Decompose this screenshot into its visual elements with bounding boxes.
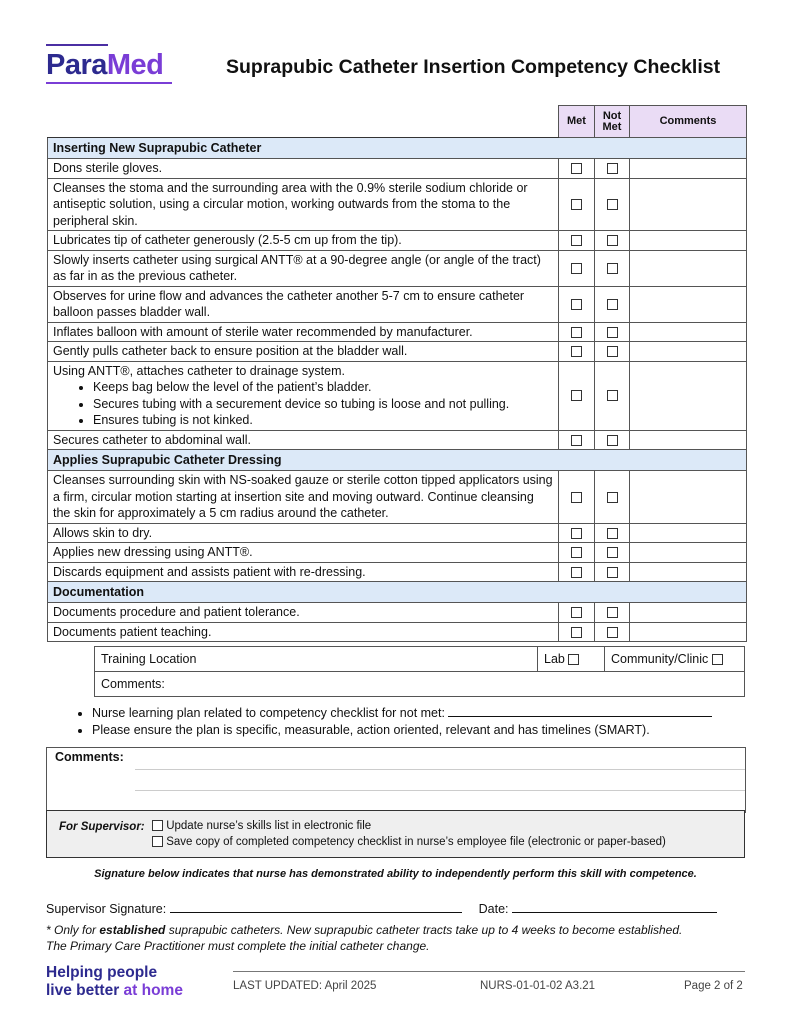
met-checkbox-cell (559, 322, 595, 342)
met-checkbox-cell (559, 250, 595, 286)
not-met-checkbox-cell (595, 562, 630, 582)
lab-label: Lab (544, 652, 565, 666)
save-copy-checkbox[interactable] (152, 836, 163, 847)
lab-option (538, 647, 605, 672)
met-checkbox-cell (559, 231, 595, 251)
checklist-item: Secures catheter to abdominal wall. (48, 430, 559, 450)
logo-wordmark: ParaMed (46, 49, 164, 81)
not-met-checkbox[interactable] (607, 435, 618, 446)
smart-note: • Please ensure the plan is specific, measurable, action oriented, relevant and has timelines (SMART). (92, 722, 712, 739)
checklist-item: Gently pulls catheter back to ensure position at the bladder wall. (48, 342, 559, 362)
comments-line (135, 790, 745, 791)
table-row (48, 523, 747, 543)
checklist-item: Dons sterile gloves. (48, 159, 559, 179)
not-met-checkbox-cell (595, 543, 630, 563)
checklist-item: Lubricates tip of catheter generously (2.5-5 cm up from the tip). (48, 231, 559, 251)
checklist-item: Documents patient teaching. (48, 622, 559, 642)
document-code: NURS-01-01-02 A3.21 (480, 980, 596, 992)
checklist-item: Applies new dressing using ANTT®. (48, 543, 559, 563)
comments-cell[interactable] (630, 322, 747, 342)
met-checkbox[interactable] (571, 528, 582, 539)
sub-bullet: • Ensures tubing is not kinked. (93, 412, 553, 429)
comments-cell[interactable] (630, 178, 747, 231)
comments-cell[interactable] (630, 159, 747, 179)
sub-bullet: • Keeps bag below the level of the patient’s bladder. (93, 379, 553, 396)
met-checkbox[interactable] (571, 199, 582, 210)
not-met-checkbox[interactable] (607, 163, 618, 174)
not-met-checkbox-cell (595, 250, 630, 286)
checklist-item: Inflates balloon with amount of sterile water recommended by manufacturer. (48, 322, 559, 342)
not-met-checkbox[interactable] (607, 327, 618, 338)
met-checkbox[interactable] (571, 346, 582, 357)
not-met-checkbox[interactable] (607, 299, 618, 310)
comments-cell[interactable] (630, 231, 747, 251)
training-location-row (95, 647, 745, 672)
section-heading: Documentation (48, 582, 747, 603)
not-met-checkbox[interactable] (607, 627, 618, 638)
comments-cell[interactable] (630, 543, 747, 563)
learning-plan-label: Nurse learning plan related to competency checklist for not met: (92, 706, 445, 720)
table-row (48, 231, 747, 251)
supervisor-signature-label: Supervisor Signature: (46, 902, 167, 916)
supervisor-box (46, 810, 745, 858)
supervisor-option (152, 836, 666, 848)
checklist-item: Allows skin to dry. (48, 523, 559, 543)
table-row (48, 361, 747, 430)
table-row (48, 159, 747, 179)
sub-bullet-list (53, 379, 553, 429)
comments-cell[interactable] (630, 523, 747, 543)
checklist-item (48, 361, 559, 430)
comments-cell[interactable] (630, 562, 747, 582)
met-checkbox-cell (559, 603, 595, 623)
competency-checklist-table (47, 105, 747, 642)
table-row (48, 543, 747, 563)
community-checkbox[interactable] (712, 654, 723, 665)
footnote: * Only for established suprapubic catheters. New suprapubic catheter tracts take up to 4 weeks to become established. The Primary Care Practitioner must complete the initial catheter change. (46, 923, 683, 953)
not-met-checkbox-cell (595, 430, 630, 450)
met-checkbox-cell (559, 342, 595, 362)
not-met-checkbox[interactable] (607, 492, 618, 503)
section-heading-row (48, 138, 747, 159)
not-met-checkbox[interactable] (607, 607, 618, 618)
met-checkbox-cell (559, 543, 595, 563)
community-option (605, 647, 745, 672)
met-checkbox-cell (559, 430, 595, 450)
learning-plan-item (92, 704, 712, 722)
section-heading-row (48, 582, 747, 603)
table-row (48, 471, 747, 524)
met-checkbox-cell (559, 523, 595, 543)
checklist-item-text: Using ANTT®, attaches catheter to drainage system. (53, 363, 345, 378)
community-label: Community/Clinic (611, 652, 709, 666)
learning-plan-bullets (70, 704, 712, 739)
table-row (48, 250, 747, 286)
met-checkbox-cell (559, 622, 595, 642)
comments-cell[interactable] (630, 622, 747, 642)
logo-top-rule (46, 44, 108, 46)
update-skills-checkbox[interactable] (152, 820, 163, 831)
page-title: Suprapubic Catheter Insertion Competency Checklist (226, 56, 721, 78)
met-checkbox-cell (559, 361, 595, 430)
training-comments-row (95, 672, 745, 697)
not-met-checkbox-cell (595, 361, 630, 430)
met-checkbox[interactable] (571, 607, 582, 618)
not-met-checkbox[interactable] (607, 547, 618, 558)
checklist-item: Cleanses surrounding skin with NS-soaked gauze or sterile cotton tipped applicators using a firm, circular motion starting at insertion site and moving outward. Continue cleansing the skin for approximately a 5 cm radius around the catheter. (48, 471, 559, 524)
comments-cell[interactable] (630, 250, 747, 286)
met-column-header: Met (559, 106, 595, 138)
table-header-row (48, 106, 747, 138)
supervisor-option-label: Update nurse’s skills list in electronic file (166, 820, 372, 832)
not-met-checkbox-cell (595, 322, 630, 342)
met-checkbox[interactable] (571, 390, 582, 401)
signature-row (46, 900, 717, 916)
training-location-label: Training Location (95, 647, 538, 672)
checklist-item: Discards equipment and assists patient with re-dressing. (48, 562, 559, 582)
logo-underline (46, 82, 172, 84)
not-met-checkbox[interactable] (607, 235, 618, 246)
comments-cell[interactable] (630, 361, 747, 430)
table-row (48, 562, 747, 582)
table-row (48, 178, 747, 231)
comments-label: Comments: (55, 750, 124, 764)
met-checkbox-cell (559, 178, 595, 231)
table-row (48, 342, 747, 362)
met-checkbox[interactable] (571, 299, 582, 310)
not-met-checkbox-cell (595, 622, 630, 642)
supervisor-option (152, 820, 371, 832)
not-met-checkbox-cell (595, 342, 630, 362)
not-met-checkbox-cell (595, 231, 630, 251)
learning-plan-blank[interactable] (448, 704, 712, 717)
not-met-checkbox-cell (595, 286, 630, 322)
training-location-table (94, 646, 745, 697)
checklist-item: Documents procedure and patient tolerance. (48, 603, 559, 623)
training-comments-label: Comments: (101, 677, 165, 691)
table-row (48, 286, 747, 322)
met-checkbox-cell (559, 286, 595, 322)
met-checkbox[interactable] (571, 435, 582, 446)
comments-cell[interactable] (630, 342, 747, 362)
section-heading: Inserting New Suprapubic Catheter (48, 138, 747, 159)
checklist-item: Cleanses the stoma and the surrounding area with the 0.9% sterile sodium chloride or antiseptic solution, using a circular motion, working outwards from the stoma to the peripheral skin. (48, 178, 559, 231)
sub-bullet: • Secures tubing with a securement device so tubing is loose and not pulling. (93, 396, 553, 413)
not-met-checkbox[interactable] (607, 199, 618, 210)
met-checkbox[interactable] (571, 547, 582, 558)
not-met-checkbox[interactable] (607, 528, 618, 539)
checklist-item: Observes for urine flow and advances the catheter another 5-7 cm to ensure catheter balloon passes bladder wall. (48, 286, 559, 322)
supervisor-signature-field[interactable] (170, 900, 462, 913)
page-number: Page 2 of 2 (684, 980, 743, 992)
comments-cell[interactable] (630, 286, 747, 322)
paramed-logo (46, 44, 172, 84)
met-checkbox[interactable] (571, 235, 582, 246)
not-met-checkbox-cell (595, 603, 630, 623)
comments-cell[interactable] (630, 471, 747, 524)
last-updated: LAST UPDATED: April 2025 (233, 980, 377, 992)
table-row (48, 322, 747, 342)
not-met-checkbox-cell (595, 178, 630, 231)
lab-checkbox[interactable] (568, 654, 579, 665)
met-checkbox[interactable] (571, 163, 582, 174)
not-met-column-header: Not Met (595, 106, 630, 138)
footer-divider (233, 971, 745, 972)
supervisor-option-label: Save copy of completed competency checklist in nurse’s employee file (electronic or paper-based) (166, 836, 666, 848)
met-checkbox[interactable] (571, 327, 582, 338)
header-blank-cell (48, 106, 559, 138)
not-met-checkbox[interactable] (607, 390, 618, 401)
met-checkbox-cell (559, 562, 595, 582)
not-met-checkbox[interactable] (607, 263, 618, 274)
checklist-item: Slowly inserts catheter using surgical ANTT® at a 90-degree angle (or angle of the tract) as far in as the previous catheter. (48, 250, 559, 286)
supervisor-label: For Supervisor: (59, 821, 145, 833)
not-met-checkbox[interactable] (607, 567, 618, 578)
comments-cell[interactable] (630, 603, 747, 623)
date-label: Date: (478, 902, 509, 916)
comments-box[interactable] (46, 747, 746, 813)
comments-line (135, 769, 745, 770)
met-checkbox[interactable] (571, 627, 582, 638)
met-checkbox[interactable] (571, 567, 582, 578)
date-field[interactable] (512, 900, 717, 913)
met-checkbox-cell (559, 159, 595, 179)
section-heading-row (48, 450, 747, 471)
met-checkbox-cell (559, 471, 595, 524)
training-comments-field[interactable] (95, 672, 745, 697)
tagline: Helping people live better at home (46, 964, 183, 999)
not-met-checkbox-cell (595, 523, 630, 543)
comments-cell[interactable] (630, 430, 747, 450)
table-row (48, 430, 747, 450)
table-row (48, 603, 747, 623)
section-heading: Applies Suprapubic Catheter Dressing (48, 450, 747, 471)
signature-note: Signature below indicates that nurse has demonstrated ability to independently perform this skill with competence. (94, 868, 697, 880)
met-checkbox[interactable] (571, 492, 582, 503)
not-met-checkbox-cell (595, 471, 630, 524)
table-row (48, 622, 747, 642)
not-met-checkbox[interactable] (607, 346, 618, 357)
met-checkbox[interactable] (571, 263, 582, 274)
not-met-checkbox-cell (595, 159, 630, 179)
comments-column-header: Comments (630, 106, 747, 138)
